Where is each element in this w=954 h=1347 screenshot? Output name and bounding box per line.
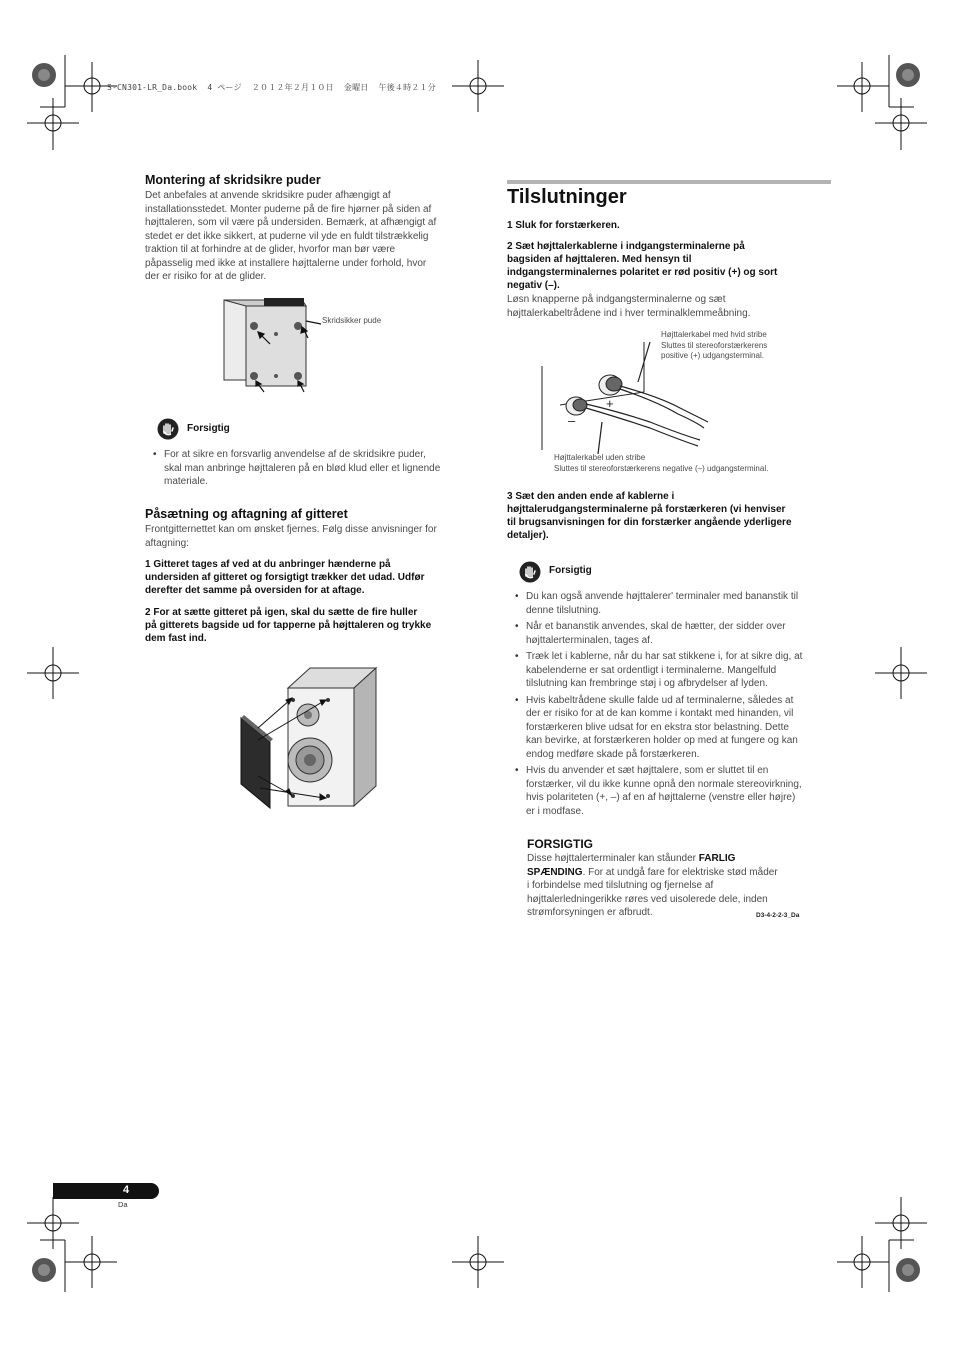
connect-step-3: 3 Sæt den anden ende af kablerne i højttalerudgangsterminalerne på forstærkeren (vi henviser til brugsanvisningen for din forstærker angående yderligere detaljer). xyxy=(507,491,792,541)
gitter-step-2: 2 For at sætte gitteret på igen, skal du sætte de fire huller på gitterets bagside ud for tapperne på højttaleren og trykke dem fast ind. xyxy=(145,607,432,644)
connect-step-2-note: Løsn knapperne på indgangsterminalerne og sæt højttalerkabeltrådene ind i hver terminalklemmeåbning. xyxy=(507,294,751,319)
nostripe-cable-label: Højttalerkabel uden stribe Sluttes til stereoforstærkerens negative (–) udgangsterminal. xyxy=(554,453,769,473)
forsigtig-heading: FORSIGTIG xyxy=(527,837,593,851)
list-item: • Hvis du anvender et sæt højttalere, som er sluttet til en forstærker, vil du ikke kunne opnå den normale stereovirkning, hvis polariteten (+, –) af en af højttalerne (venstre eller højre) er i modfase. xyxy=(515,764,840,818)
caution-hand-icon xyxy=(157,418,179,440)
list-item: • Du kan også anvende højttalerer' terminaler med bananstik til denne tilslutning. xyxy=(515,590,840,617)
page-number: 4 xyxy=(122,1184,130,1196)
caution-label: Forsigtig xyxy=(549,565,592,576)
list-item: • For at sikre en forsvarlig anvendelse af de skridsikre puder, skal man anbringe højttaleren på en blød klud eller et lignende materiale. xyxy=(153,448,483,489)
gitter-heading: Påsætning og aftagning af gitteret xyxy=(145,507,348,521)
connect-caution-list xyxy=(515,590,840,821)
gitter-intro: Frontgitternettet kan om ønsket fjernes. Følg disse anvisninger for aftagning: xyxy=(145,524,437,549)
list-item: • Træk let i kablerne, når du har sat stikkene i, for at sikre dig, at kabelenderne er sat ordentligt i terminalerne. Mangelfuld tilslutning kan frembringe støj i og afbrydelser af lyden. xyxy=(515,650,840,691)
caution-label: Forsigtig xyxy=(187,423,230,434)
page-lang: Da xyxy=(118,1200,128,1209)
speaker-pads-figure xyxy=(222,296,332,396)
forsigtig-text: Disse højttalerterminaler kan ståunder FARLIG SPÆNDING. For at undgå fare for elektriske stød måder i forbindelse med tilslutning og fjernelse af højttalerledningerikke røres ved uisolerede dele, inden strømforsyningen er afbrudt. xyxy=(527,853,778,918)
list-item: • Hvis kabeltrådene skulle falde ud af terminalerne, således at der er risiko for at de kan komme i kontakt med hinanden, vil forstærkeren blive udsat for en ekstra stor belastning. Dette kan bevirke, at forstærkeren holder op med at fungere og kan endog medføre skade på forstærkeren. xyxy=(515,694,840,762)
caution-list xyxy=(153,448,483,492)
gitter-step-1: 1 Gitteret tages af ved at du anbringer hænderne på undersiden af gitteret og forsigtigt trækker det udad. Udfør derefter det samme på oversiden for at aftage. xyxy=(145,559,425,596)
page-title: Tilslutninger xyxy=(507,186,627,208)
skridsikre-heading: Montering af skridsikre puder xyxy=(145,173,321,187)
grille-figure xyxy=(238,660,388,810)
stripe-cable-label: Højttalerkabel med hvid stribe Sluttes til stereoforstærkerens positive (+) udgangsterminal. xyxy=(661,330,768,360)
list-item: • Når et bananstik anvendes, skal de hætter, der sidder over højttalerterminalen, tages af. xyxy=(515,620,840,647)
skridsikre-paragraph: Det anbefales at anvende skridsikre puder afhængigt af installationsstedet. Monter puderne på de fire hjørner på siden af højttaleren, som vil være på undersiden. Bemærk, at afhængigt af stedet er det ikke sikkert, at puderne vil yde en fuldt tilstrækkelig traktion til at forhindre at de glider, hvorfor man bør være påpasselig med ikke at installere højttalerne under forhold, hvor der er risiko for at de glider. xyxy=(145,190,437,282)
minus-sign: – xyxy=(568,413,576,428)
connect-step-1: 1 Sluk for forstærkeren. xyxy=(507,220,620,231)
page-number-tab xyxy=(53,1183,159,1199)
header-file-info: S-CN301-LR_Da.book 4 ページ ２０１２年２月１０日 金曜日 午後４時２１分 xyxy=(107,83,436,92)
forsigtig-code: D3-4-2-2-3_Da xyxy=(756,912,800,919)
title-rule xyxy=(507,180,831,184)
connect-step-2: 2 Sæt højttalerkablerne i indgangsterminalerne på bagsiden af højttaleren. Med hensyn til indgangsterminalernes polaritet er rød positiv (+) og sort negativ (–). xyxy=(507,241,778,291)
plus-sign: + xyxy=(606,396,614,411)
caution-hand-icon xyxy=(519,561,541,583)
skridsikker-pude-label: Skridsikker pude xyxy=(322,316,382,325)
